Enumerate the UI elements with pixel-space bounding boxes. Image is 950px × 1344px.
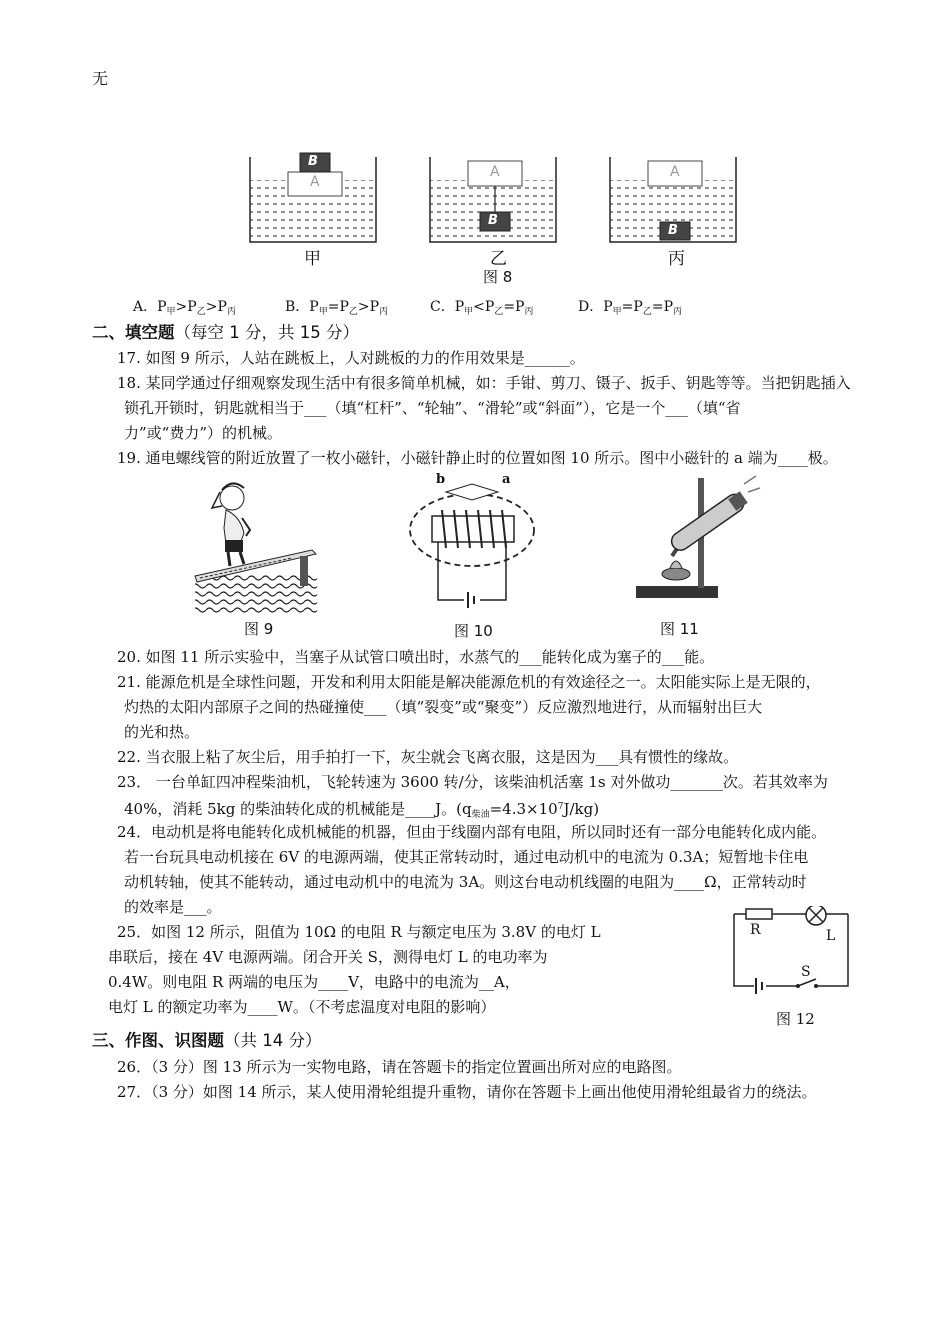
figure-9-caption: 图 9 (244, 620, 274, 638)
question-21-line-1: 21. 能源危机是全球性问题，开发和利用太阳能是解决能源危机的有效途径之一。太阳能实际上是无限的， (117, 673, 821, 691)
question-24-line-1: 24．电动机是将电能转化成机械能的机器，但由于线圈内部有电阻，所以同时还有一部分电能转化成内能。 (117, 823, 827, 841)
option-b: B．$P_甲=P_乙>P_丙$ (285, 299, 389, 317)
section-3-heading: 三、作图、识图题（共 14 分） (92, 1031, 322, 1050)
question-20: 20. 如图 11 所示实验中，当塞子从试管口喷出时，水蒸气的___能转化成为塞子的___能。 (117, 648, 715, 666)
question-27: 27．（3 分）如图 14 所示，某人使用滑轮组提升重物，请你在答题卡上画出他使用滑轮组最省力的绕法。 (117, 1083, 817, 1101)
resistor (746, 909, 772, 919)
question-18-line-2: 锁孔开锁时，钥匙就相当于___（填“杠杆”、“轮轴”、“滑轮”或“斜面”），它是一个___（填“省 (124, 399, 741, 417)
figure-12-caption: 图 12 (776, 1010, 815, 1028)
figure-12-drawing (726, 906, 856, 994)
beaker-label-bing: 丙 (668, 249, 685, 269)
label-a-bing: A (670, 164, 680, 180)
figure-12 (726, 906, 856, 1032)
question-23-line-1: 23． 一台单缸四冲程柴油机，飞轮转速为 3600 转/分，该柴油机活塞 1s 对外做功_______次。若其效率为 (117, 773, 828, 791)
figure-10 (402, 470, 542, 640)
label-b-bing: B (668, 223, 678, 238)
question-18-line-3: 力”或“费力”）的机械。 (124, 424, 283, 442)
question-21-line-3: 的光和热。 (124, 723, 200, 741)
option-c: C．$P_甲<P_乙=P_丙$ (430, 299, 534, 317)
question-19: 19. 通电螺线管的附近放置了一枚小磁针，小磁针静止时的位置如图 10 所示。图中小磁针的 a 端为____极。 (117, 449, 838, 467)
question-25-line-4: 电灯 L 的额定功率为____W。（不考虑温度对电阻的影响） (108, 998, 496, 1016)
label-b-jia: B (308, 154, 318, 169)
figure-10-caption: 图 10 (454, 622, 493, 640)
top-note: 无 (92, 69, 109, 88)
beaker-label-yi: 乙 (490, 249, 507, 269)
figure-8 (240, 152, 760, 292)
question-23-line-2: 40%，消耗 5kg 的柴油转化成的机械能是____J。$(q_{柴油}=4.3\times 10^7J/kg)$ (124, 800, 600, 820)
question-22: 22. 当衣服上粘了灰尘后，用手拍打一下，灰尘就会飞离衣服，这是因为___具有惯性的缘故。 (117, 748, 739, 766)
figure-9 (192, 478, 322, 638)
question-18-line-1: 18. 某同学通过仔细观察发现生活中有很多简单机械，如：手钳、剪刀、镊子、扳手、钥匙等等。当把钥匙插入 (117, 374, 851, 392)
label-a: a (502, 472, 511, 487)
label-a-yi: A (490, 164, 500, 180)
question-17: 17. 如图 9 所示，人站在跳板上，人对跳板的力的作用效果是______。 (117, 349, 585, 367)
question-26: 26．（3 分）图 13 所示为一实物电路，请在答题卡的指定位置画出所对应的电路图。 (117, 1058, 682, 1076)
question-25-line-2: 串联后，接在 4V 电源两端。闭合开关 S，测得电灯 L 的电功率为 (108, 948, 548, 966)
figure-9-drawing (192, 478, 322, 618)
label-l: L (826, 928, 836, 944)
label-r: R (750, 922, 761, 938)
label-b-yi: B (488, 213, 498, 228)
beaker-label-jia: 甲 (304, 249, 321, 269)
question-25-line-1: 25．如图 12 所示，阻值为 10Ω 的电阻 R 与额定电压为 3.8V 的电灯 L (117, 923, 601, 941)
figure-11 (632, 474, 762, 638)
label-a-jia: A (310, 174, 320, 190)
question-24-line-3: 动机转轴，使其不能转动，通过电动机中的电流为 3A。则这台电动机线圈的电阻为____Ω，正常转动时 (124, 873, 807, 891)
question-24-line-4: 的效率是___。 (124, 898, 222, 916)
question-25-line-3: 0.4W。则电阻 R 两端的电压为____V，电路中的电流为__A， (108, 973, 520, 991)
figure-11-drawing (632, 474, 762, 604)
question-21-line-2: 灼热的太阳内部原子之间的热碰撞使___（填“裂变”或“聚变”）反应激烈地进行，从而辐射出巨大 (124, 698, 763, 716)
figure-11-caption: 图 11 (660, 620, 699, 638)
figure-10-drawing (402, 470, 542, 620)
question-24-line-2: 若一台玩具电动机接在 6V 的电源两端，使其正常转动时，通过电动机中的电流为 0.3A；短暂地卡住电 (124, 848, 809, 866)
option-d: D．$P_甲=P_乙=P_丙$ (578, 299, 683, 317)
figure-8-caption: 图 8 (483, 268, 513, 286)
label-b: b (436, 472, 446, 487)
section-2-heading: 二、填空题（每空 1 分，共 15 分） (92, 323, 359, 342)
option-a: A．$P_甲>P_乙>P_丙$ (133, 299, 236, 317)
label-s: S (801, 964, 811, 980)
